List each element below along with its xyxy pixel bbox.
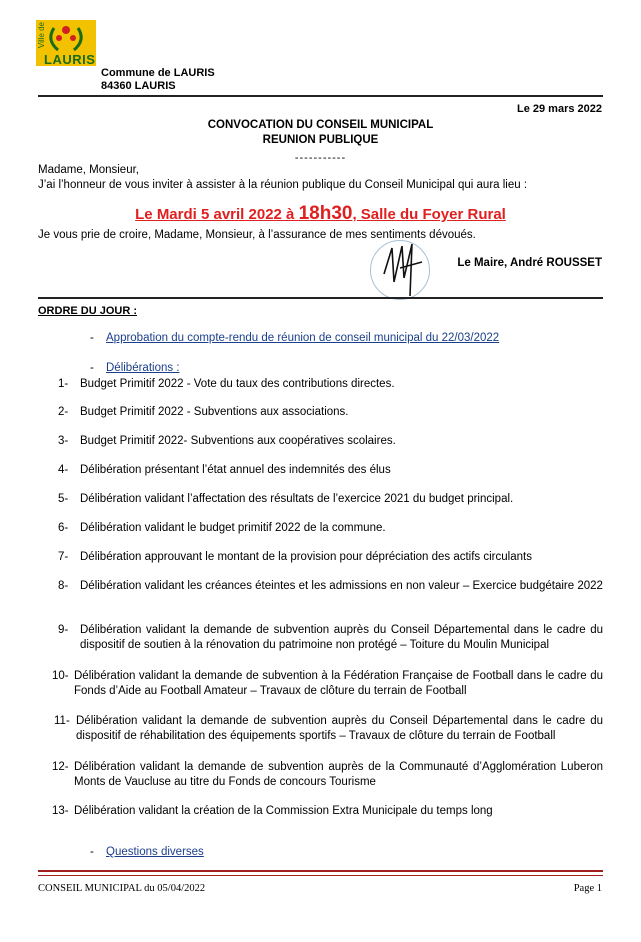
agenda-heading: ORDRE DU JOUR :: [38, 305, 138, 317]
footer-divider: [38, 870, 603, 872]
questions-diverses: Questions diverses: [106, 846, 204, 858]
agenda-item: 5- Délibération validant l’affectation des résultats de l’exercice 2021 du budget principal.: [58, 493, 514, 505]
agenda-divider: [38, 297, 603, 299]
agenda-item: 12- Délibération validant la demande de subvention auprès de la Communauté d’Agglomération Luberon Monts de Vaucluse au titre du Fonds de concours Tourisme: [52, 761, 603, 788]
page-number: Page 1: [573, 883, 602, 894]
agenda-item: 1- Budget Primitif 2022 - Vote du taux des contributions directes.: [58, 378, 395, 390]
logo-name: LAURIS: [44, 52, 96, 67]
document-subtitle: REUNION PUBLIQUE: [262, 134, 379, 146]
meeting-time: 18h30: [298, 203, 353, 224]
mayor-signature: [378, 238, 438, 300]
commune-name: Commune de LAURIS: [101, 67, 215, 79]
commune-postal: 84360 LAURIS: [101, 80, 176, 92]
letter-date: Le 29 mars 2022: [516, 103, 602, 115]
logo-ville-text: Ville de: [37, 22, 46, 49]
greeting: Madame, Monsieur,: [38, 164, 139, 176]
bullet-dash: -: [90, 332, 94, 344]
agenda-item: 11- Délibération validant la demande de subvention auprès du Conseil Départemental dans le cadre du dispositif de réhabilitation des équipements sportifs – Travaux de clôture du terrain de Football: [54, 715, 603, 742]
title-separator: -----------: [294, 152, 347, 164]
signature-name: Le Maire, André ROUSSET: [457, 257, 602, 269]
agenda-item: 7- Délibération approuvant le montant de la provision pour dépréciation des actifs circulants: [58, 551, 532, 563]
meeting-place: , Salle du Foyer Rural: [352, 206, 506, 223]
footer-divider-thin: [38, 875, 603, 876]
document-title: CONVOCATION DU CONSEIL MUNICIPAL: [207, 119, 434, 131]
agenda-item: 9- Délibération validant la demande de subvention auprès du Conseil Départemental dans le cadre du dispositif de soutien à la rénovation du patrimoine non protégé – Toiture du Moulin Municipal: [58, 624, 603, 651]
bullet-dash: -: [90, 846, 94, 858]
agenda-item: 13- Délibération validant la création de la Commission Extra Municipale du temps long: [52, 805, 493, 817]
agenda-item: 4- Délibération présentant l’état annuel des indemnités des élus: [58, 464, 391, 476]
agenda-item: 6- Délibération validant le budget primitif 2022 de la commune.: [58, 522, 386, 534]
footer-title: CONSEIL MUNICIPAL du 05/04/2022: [38, 883, 206, 894]
deliberations-label: Délibérations :: [106, 362, 180, 374]
meeting-date: Le Mardi 5 avril 2022 à: [135, 206, 299, 223]
invitation-text: J’ai l’honneur de vous inviter à assister à la réunion publique du Conseil Municipal qui aura lieu :: [38, 179, 528, 191]
closing-text: Je vous prie de croire, Madame, Monsieur, à l’assurance de mes sentiments dévoués.: [38, 229, 476, 241]
meeting-details: [0, 203, 641, 225]
header-divider: [38, 95, 603, 97]
agenda-item: 8- Délibération validant les créances éteintes et les admissions en non valeur – Exercice budgétaire 2022: [58, 580, 603, 592]
agenda-item: 2- Budget Primitif 2022 - Subventions aux associations.: [58, 406, 349, 418]
approval-item: Approbation du compte-rendu de réunion de conseil municipal du 22/03/2022: [106, 332, 500, 344]
bullet-dash: -: [90, 362, 94, 374]
agenda-item: 10- Délibération validant la demande de subvention à la Fédération Française de Football dans le cadre du Fonds d’Aide au Football Amateur – Travaux de clôture du terrain de Football: [52, 670, 603, 697]
agenda-item: 3- Budget Primitif 2022- Subventions aux coopératives scolaires.: [58, 435, 396, 447]
